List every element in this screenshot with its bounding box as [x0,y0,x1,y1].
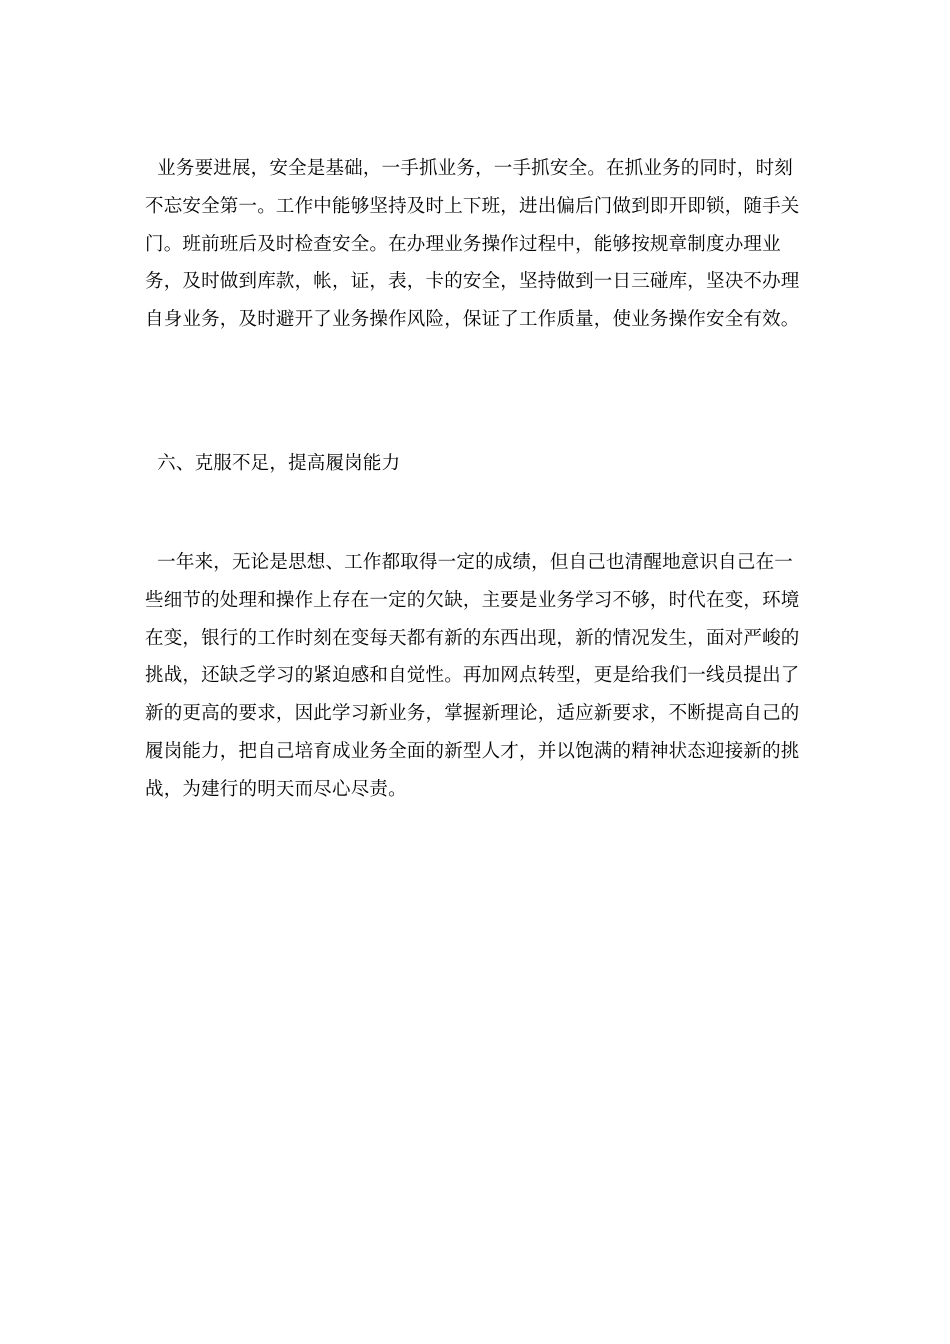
body-paragraph-improvement: 一年来，无论是思想、工作都取得一定的成绩，但自己也清醒地意识自己在一些细节的处理和操作上存在一定的欠缺，主要是业务学习不够，时代在变，环境在变，银行的工作时刻在变每天都有新的东西出现，新的情况发生，面对严峻的挑战，还缺乏学习的紧迫感和自觉性。再加网点转型，更是给我们一线员提出了新的更高的要求，因此学习新业务，掌握新理论，适应新要求，不断提高自己的履岗能力，把自己培育成业务全面的新型人才，并以饱满的精神状态迎接新的挑战，为建行的明天而尽心尽责。 [145,552,800,800]
body-paragraph-safety: 业务要进展，安全是基础，一手抓业务，一手抓安全。在抓业务的同时，时刻不忘安全第一。工作中能够坚持及时上下班，进出偏后门做到即开即锁，随手关门。班前班后及时检查安全。在办理业务操作过程中，能够按规章制度办理业务，及时做到库款，帐，证，表，卡的安全，坚持做到一日三碰库，坚决不办理自身业务，及时避开了业务操作风险，保证了工作质量，使业务操作安全有效。 [145,158,800,331]
section-heading: 六、克服不足，提高履岗能力 [145,453,401,474]
